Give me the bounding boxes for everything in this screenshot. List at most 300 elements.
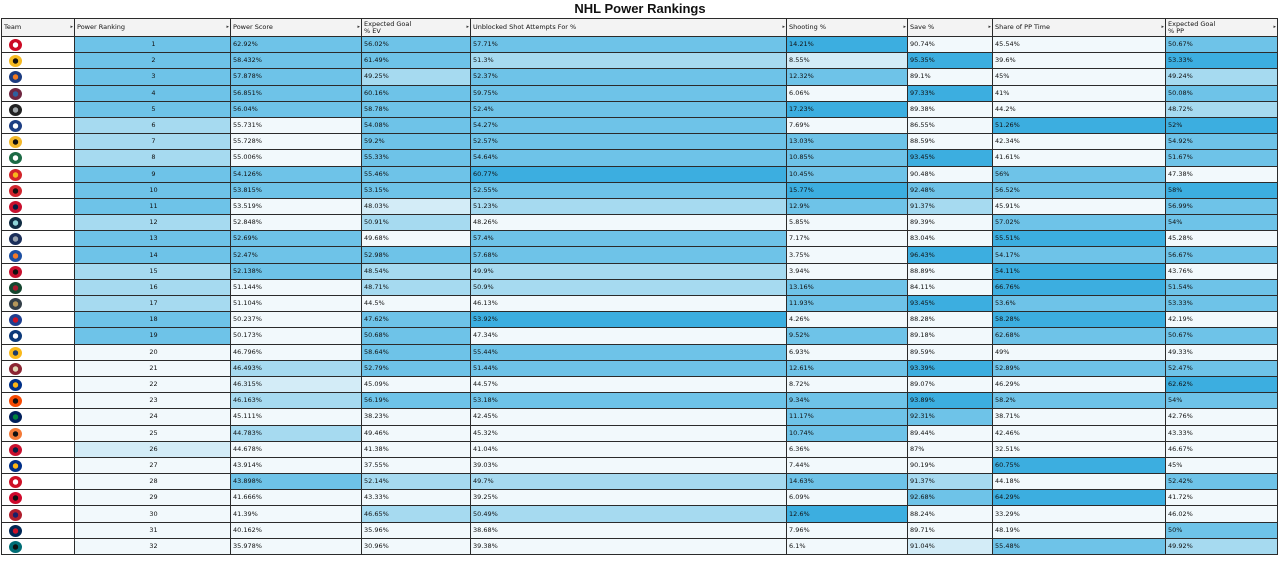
stat-cell: 57.71% xyxy=(471,37,787,53)
jets-logo xyxy=(9,233,22,245)
stat-cell: 56.04% xyxy=(231,101,362,117)
flyers-logo xyxy=(9,395,22,407)
rank-cell: 27 xyxy=(75,457,231,473)
stat-cell: 53.33% xyxy=(1166,53,1278,69)
stat-cell: 51.67% xyxy=(1166,150,1278,166)
table-row xyxy=(2,441,1278,457)
table-row xyxy=(2,279,1278,295)
stat-cell: 45.111% xyxy=(231,409,362,425)
sharks-logo xyxy=(9,541,22,553)
stat-cell: 60.75% xyxy=(993,457,1166,473)
stat-cell: 43.898% xyxy=(231,474,362,490)
stat-cell: 52% xyxy=(1166,117,1278,133)
stat-cell: 53.519% xyxy=(231,198,362,214)
table-body xyxy=(2,37,1278,555)
stat-cell: 55.728% xyxy=(231,134,362,150)
stat-cell: 96.43% xyxy=(908,247,993,263)
stat-cell: 9.34% xyxy=(787,393,908,409)
stat-cell: 42.46% xyxy=(993,425,1166,441)
stat-cell: 6.36% xyxy=(787,441,908,457)
stat-cell: 93.45% xyxy=(908,150,993,166)
team-cell xyxy=(2,247,75,263)
stat-cell: 56.19% xyxy=(362,393,471,409)
team-cell xyxy=(2,101,75,117)
rank-cell: 24 xyxy=(75,409,231,425)
stat-cell: 43.33% xyxy=(362,490,471,506)
team-cell xyxy=(2,490,75,506)
stat-cell: 45% xyxy=(1166,457,1278,473)
column-header[interactable] xyxy=(908,19,993,37)
stat-cell: 48.03% xyxy=(362,198,471,214)
kings-logo xyxy=(9,104,22,116)
team-cell xyxy=(2,474,75,490)
stat-cell: 51.54% xyxy=(1166,279,1278,295)
stat-cell: 15.77% xyxy=(787,182,908,198)
stat-cell: 88.59% xyxy=(908,134,993,150)
stat-cell: 55.51% xyxy=(993,231,1166,247)
stat-cell: 40.162% xyxy=(231,522,362,538)
stat-cell: 11.17% xyxy=(787,409,908,425)
stat-cell: 52.79% xyxy=(362,360,471,376)
stat-cell: 30.96% xyxy=(362,538,471,554)
column-header[interactable] xyxy=(1166,19,1278,37)
stat-cell: 10.45% xyxy=(787,166,908,182)
stat-cell: 92.68% xyxy=(908,490,993,506)
stat-cell: 6.06% xyxy=(787,85,908,101)
stat-cell: 38.71% xyxy=(993,409,1166,425)
stat-cell: 3.94% xyxy=(787,263,908,279)
canucks-logo xyxy=(9,411,22,423)
rank-cell: 15 xyxy=(75,263,231,279)
stat-cell: 12.32% xyxy=(787,69,908,85)
wild-logo xyxy=(9,282,22,294)
stat-cell: 58.432% xyxy=(231,53,362,69)
column-header-label: Share of PP Time xyxy=(995,23,1050,31)
stat-cell: 41.38% xyxy=(362,441,471,457)
stat-cell: 55.46% xyxy=(362,166,471,182)
stat-cell: 10.74% xyxy=(787,425,908,441)
stat-cell: 51.23% xyxy=(471,198,787,214)
rank-cell: 7 xyxy=(75,134,231,150)
stat-cell: 42.19% xyxy=(1166,312,1278,328)
stat-cell: 39.03% xyxy=(471,457,787,473)
stat-cell: 52.37% xyxy=(471,69,787,85)
stat-cell: 92.48% xyxy=(908,182,993,198)
stat-cell: 39.25% xyxy=(471,490,787,506)
stat-cell: 48.72% xyxy=(1166,101,1278,117)
stat-cell: 13.03% xyxy=(787,134,908,150)
column-header-label: Expected Goal % EV xyxy=(364,19,412,35)
stat-cell: 49.68% xyxy=(362,231,471,247)
stat-cell: 45.28% xyxy=(1166,231,1278,247)
stat-cell: 45.54% xyxy=(993,37,1166,53)
table-row xyxy=(2,69,1278,85)
team-cell xyxy=(2,296,75,312)
table-row xyxy=(2,522,1278,538)
table-row xyxy=(2,215,1278,231)
table-row xyxy=(2,263,1278,279)
column-header-label: Expected Goal % PP xyxy=(1168,19,1216,35)
stat-cell: 57.878% xyxy=(231,69,362,85)
column-header-label: Power Ranking xyxy=(77,23,126,31)
stat-cell: 52.69% xyxy=(231,231,362,247)
sort-arrow-icon[interactable]: ▸ xyxy=(357,24,360,30)
team-cell xyxy=(2,231,75,247)
stat-cell: 49.46% xyxy=(362,425,471,441)
stat-cell: 57.4% xyxy=(471,231,787,247)
table-row xyxy=(2,360,1278,376)
stat-cell: 54.11% xyxy=(993,263,1166,279)
rank-cell: 26 xyxy=(75,441,231,457)
rank-cell: 20 xyxy=(75,344,231,360)
table-row xyxy=(2,198,1278,214)
stat-cell: 38.68% xyxy=(471,522,787,538)
column-header[interactable] xyxy=(787,19,908,37)
page-title: NHL Power Rankings xyxy=(574,1,706,16)
stat-cell: 48.26% xyxy=(471,215,787,231)
table-row xyxy=(2,312,1278,328)
stat-cell: 52.55% xyxy=(471,182,787,198)
stat-cell: 54.17% xyxy=(993,247,1166,263)
stat-cell: 53.18% xyxy=(471,393,787,409)
stat-cell: 44.2% xyxy=(993,101,1166,117)
rank-cell: 11 xyxy=(75,198,231,214)
rank-cell: 31 xyxy=(75,522,231,538)
stat-cell: 60.77% xyxy=(471,166,787,182)
capitals-logo xyxy=(9,444,22,456)
table-row xyxy=(2,53,1278,69)
red-wings-logo xyxy=(9,476,22,488)
stat-cell: 12.6% xyxy=(787,506,908,522)
rank-cell: 12 xyxy=(75,215,231,231)
stat-cell: 52.42% xyxy=(1166,474,1278,490)
team-cell xyxy=(2,457,75,473)
stat-cell: 41.61% xyxy=(993,150,1166,166)
rank-cell: 13 xyxy=(75,231,231,247)
stat-cell: 52.57% xyxy=(471,134,787,150)
rank-cell: 22 xyxy=(75,376,231,392)
stat-cell: 44.5% xyxy=(362,296,471,312)
table-row xyxy=(2,117,1278,133)
stat-cell: 51.3% xyxy=(471,53,787,69)
stat-cell: 84.11% xyxy=(908,279,993,295)
stat-cell: 52.138% xyxy=(231,263,362,279)
rank-cell: 4 xyxy=(75,85,231,101)
stat-cell: 35.978% xyxy=(231,538,362,554)
stat-cell: 64.29% xyxy=(993,490,1166,506)
stat-cell: 13.16% xyxy=(787,279,908,295)
oilers-logo xyxy=(9,71,22,83)
stat-cell: 50.68% xyxy=(362,328,471,344)
rangers-logo xyxy=(9,314,22,326)
rank-cell: 19 xyxy=(75,328,231,344)
stat-cell: 62.68% xyxy=(993,328,1166,344)
stat-cell: 45.32% xyxy=(471,425,787,441)
blackhawks-logo xyxy=(9,492,22,504)
table-row xyxy=(2,376,1278,392)
rank-cell: 21 xyxy=(75,360,231,376)
stat-cell: 14.63% xyxy=(787,474,908,490)
stat-cell: 46.65% xyxy=(362,506,471,522)
stat-cell: 53.6% xyxy=(993,296,1166,312)
team-cell xyxy=(2,376,75,392)
stat-cell: 91.04% xyxy=(908,538,993,554)
ducks-logo xyxy=(9,428,22,440)
table-row xyxy=(2,37,1278,53)
column-header-label: Team xyxy=(4,23,22,31)
stat-cell: 50% xyxy=(1166,522,1278,538)
islanders-logo xyxy=(9,250,22,262)
stat-cell: 12.61% xyxy=(787,360,908,376)
stat-cell: 50.67% xyxy=(1166,37,1278,53)
devils-logo xyxy=(9,266,22,278)
table-row xyxy=(2,231,1278,247)
table-row xyxy=(2,296,1278,312)
stat-cell: 91.37% xyxy=(908,198,993,214)
team-cell xyxy=(2,522,75,538)
team-cell xyxy=(2,393,75,409)
stat-cell: 58.78% xyxy=(362,101,471,117)
rank-cell: 23 xyxy=(75,393,231,409)
stat-cell: 47.38% xyxy=(1166,166,1278,182)
stat-cell: 7.69% xyxy=(787,117,908,133)
stat-cell: 46.02% xyxy=(1166,506,1278,522)
team-cell xyxy=(2,182,75,198)
stat-cell: 43.76% xyxy=(1166,263,1278,279)
stat-cell: 55.48% xyxy=(993,538,1166,554)
stat-cell: 46.13% xyxy=(471,296,787,312)
table-row xyxy=(2,490,1278,506)
stat-cell: 41.666% xyxy=(231,490,362,506)
maple-leafs-logo xyxy=(9,120,22,132)
stat-cell: 50.08% xyxy=(1166,85,1278,101)
sort-arrow-icon[interactable]: ▸ xyxy=(70,24,73,30)
sabres-logo xyxy=(9,379,22,391)
stat-cell: 95.35% xyxy=(908,53,993,69)
stat-cell: 47.34% xyxy=(471,328,787,344)
stat-cell: 89.59% xyxy=(908,344,993,360)
team-cell xyxy=(2,215,75,231)
stat-cell: 50.173% xyxy=(231,328,362,344)
stat-cell: 91.37% xyxy=(908,474,993,490)
stat-cell: 52.4% xyxy=(471,101,787,117)
stat-cell: 10.85% xyxy=(787,150,908,166)
golden-knights-logo xyxy=(9,298,22,310)
stat-cell: 56.52% xyxy=(993,182,1166,198)
column-header[interactable] xyxy=(231,19,362,37)
table-row xyxy=(2,506,1278,522)
column-header[interactable] xyxy=(362,19,471,37)
stat-cell: 46.67% xyxy=(1166,441,1278,457)
column-header-label: Power Score xyxy=(233,23,273,31)
stat-cell: 46.163% xyxy=(231,393,362,409)
stat-cell: 56.02% xyxy=(362,37,471,53)
stat-cell: 52.47% xyxy=(231,247,362,263)
stat-cell: 62.92% xyxy=(231,37,362,53)
stat-cell: 49.33% xyxy=(1166,344,1278,360)
stat-cell: 50.9% xyxy=(471,279,787,295)
stat-cell: 33.29% xyxy=(993,506,1166,522)
stat-cell: 32.51% xyxy=(993,441,1166,457)
column-header[interactable] xyxy=(2,19,75,37)
stat-cell: 89.39% xyxy=(908,215,993,231)
stat-cell: 89.44% xyxy=(908,425,993,441)
stat-cell: 37.55% xyxy=(362,457,471,473)
stat-cell: 92.31% xyxy=(908,409,993,425)
table-row xyxy=(2,101,1278,117)
rank-cell: 28 xyxy=(75,474,231,490)
stat-cell: 52.89% xyxy=(993,360,1166,376)
stat-cell: 89.38% xyxy=(908,101,993,117)
team-cell xyxy=(2,538,75,554)
team-cell xyxy=(2,279,75,295)
column-header[interactable] xyxy=(75,19,231,37)
stat-cell: 56.851% xyxy=(231,85,362,101)
stat-cell: 88.24% xyxy=(908,506,993,522)
sort-arrow-icon[interactable]: ▸ xyxy=(782,24,785,30)
stat-cell: 56.67% xyxy=(1166,247,1278,263)
stat-cell: 43.33% xyxy=(1166,425,1278,441)
stat-cell: 14.21% xyxy=(787,37,908,53)
stat-cell: 93.89% xyxy=(908,393,993,409)
senators-logo xyxy=(9,185,22,197)
sort-arrow-icon[interactable]: ▸ xyxy=(466,24,469,30)
stat-cell: 8.55% xyxy=(787,53,908,69)
sort-arrow-icon[interactable]: ▸ xyxy=(1161,24,1164,30)
stat-cell: 50.49% xyxy=(471,506,787,522)
kraken-logo xyxy=(9,217,22,229)
stat-cell: 57.68% xyxy=(471,247,787,263)
stat-cell: 58% xyxy=(1166,182,1278,198)
rank-cell: 10 xyxy=(75,182,231,198)
stat-cell: 50.91% xyxy=(362,215,471,231)
stat-cell: 49.92% xyxy=(1166,538,1278,554)
stat-cell: 60.16% xyxy=(362,85,471,101)
stat-cell: 93.45% xyxy=(908,296,993,312)
panthers-logo xyxy=(9,201,22,213)
stat-cell: 54.08% xyxy=(362,117,471,133)
team-cell xyxy=(2,37,75,53)
stat-cell: 44.783% xyxy=(231,425,362,441)
blues-logo xyxy=(9,460,22,472)
stat-cell: 11.93% xyxy=(787,296,908,312)
table-row xyxy=(2,328,1278,344)
predators-logo xyxy=(9,347,22,359)
stat-cell: 54% xyxy=(1166,215,1278,231)
table-row xyxy=(2,166,1278,182)
avalanche-logo xyxy=(9,88,22,100)
stat-cell: 5.85% xyxy=(787,215,908,231)
stat-cell: 49.25% xyxy=(362,69,471,85)
stat-cell: 88.28% xyxy=(908,312,993,328)
rank-cell: 18 xyxy=(75,312,231,328)
stat-cell: 56.99% xyxy=(1166,198,1278,214)
stat-cell: 61.49% xyxy=(362,53,471,69)
team-cell xyxy=(2,198,75,214)
stat-cell: 58.2% xyxy=(993,393,1166,409)
stat-cell: 49.24% xyxy=(1166,69,1278,85)
stat-cell: 6.93% xyxy=(787,344,908,360)
stat-cell: 48.19% xyxy=(993,522,1166,538)
stat-cell: 88.89% xyxy=(908,263,993,279)
stat-cell: 44.18% xyxy=(993,474,1166,490)
canadiens-logo xyxy=(9,509,22,521)
stat-cell: 12.9% xyxy=(787,198,908,214)
table-row xyxy=(2,182,1278,198)
stat-cell: 58.64% xyxy=(362,344,471,360)
rank-cell: 5 xyxy=(75,101,231,117)
rank-cell: 29 xyxy=(75,490,231,506)
stat-cell: 46.796% xyxy=(231,344,362,360)
stat-cell: 48.71% xyxy=(362,279,471,295)
stat-cell: 52.848% xyxy=(231,215,362,231)
stat-cell: 62.62% xyxy=(1166,376,1278,392)
rank-cell: 9 xyxy=(75,166,231,182)
stat-cell: 59.2% xyxy=(362,134,471,150)
stars-logo xyxy=(9,152,22,164)
team-cell xyxy=(2,506,75,522)
stat-cell: 57.02% xyxy=(993,215,1166,231)
stat-cell: 46.493% xyxy=(231,360,362,376)
sort-arrow-icon[interactable]: ▸ xyxy=(988,24,991,30)
team-cell xyxy=(2,425,75,441)
team-cell xyxy=(2,85,75,101)
sort-arrow-icon[interactable]: ▸ xyxy=(226,24,229,30)
stat-cell: 90.19% xyxy=(908,457,993,473)
stat-cell: 38.23% xyxy=(362,409,471,425)
stat-cell: 55.44% xyxy=(471,344,787,360)
stat-cell: 7.17% xyxy=(787,231,908,247)
stat-cell: 55.006% xyxy=(231,150,362,166)
stat-cell: 50.237% xyxy=(231,312,362,328)
team-cell xyxy=(2,312,75,328)
team-cell xyxy=(2,441,75,457)
table-row xyxy=(2,409,1278,425)
stat-cell: 52.47% xyxy=(1166,360,1278,376)
stat-cell: 89.18% xyxy=(908,328,993,344)
table-row xyxy=(2,393,1278,409)
rank-cell: 16 xyxy=(75,279,231,295)
rank-cell: 14 xyxy=(75,247,231,263)
rank-cell: 2 xyxy=(75,53,231,69)
table-row xyxy=(2,457,1278,473)
stat-cell: 41.72% xyxy=(1166,490,1278,506)
rank-cell: 17 xyxy=(75,296,231,312)
sort-arrow-icon[interactable]: ▸ xyxy=(1273,24,1276,30)
stat-cell: 41.39% xyxy=(231,506,362,522)
stat-cell: 51.144% xyxy=(231,279,362,295)
table-header-row xyxy=(2,19,1278,37)
stat-cell: 45% xyxy=(993,69,1166,85)
table-row xyxy=(2,247,1278,263)
stat-cell: 83.04% xyxy=(908,231,993,247)
stat-cell: 42.34% xyxy=(993,134,1166,150)
column-header[interactable] xyxy=(471,19,787,37)
table-row xyxy=(2,134,1278,150)
stat-cell: 93.39% xyxy=(908,360,993,376)
sort-arrow-icon[interactable]: ▸ xyxy=(903,24,906,30)
stat-cell: 44.57% xyxy=(471,376,787,392)
stat-cell: 47.62% xyxy=(362,312,471,328)
stat-cell: 50.67% xyxy=(1166,328,1278,344)
stat-cell: 43.914% xyxy=(231,457,362,473)
stat-cell: 59.75% xyxy=(471,85,787,101)
stat-cell: 39.6% xyxy=(993,53,1166,69)
stat-cell: 53.15% xyxy=(362,182,471,198)
column-header[interactable] xyxy=(993,19,1166,37)
stat-cell: 51.44% xyxy=(471,360,787,376)
table-row xyxy=(2,344,1278,360)
